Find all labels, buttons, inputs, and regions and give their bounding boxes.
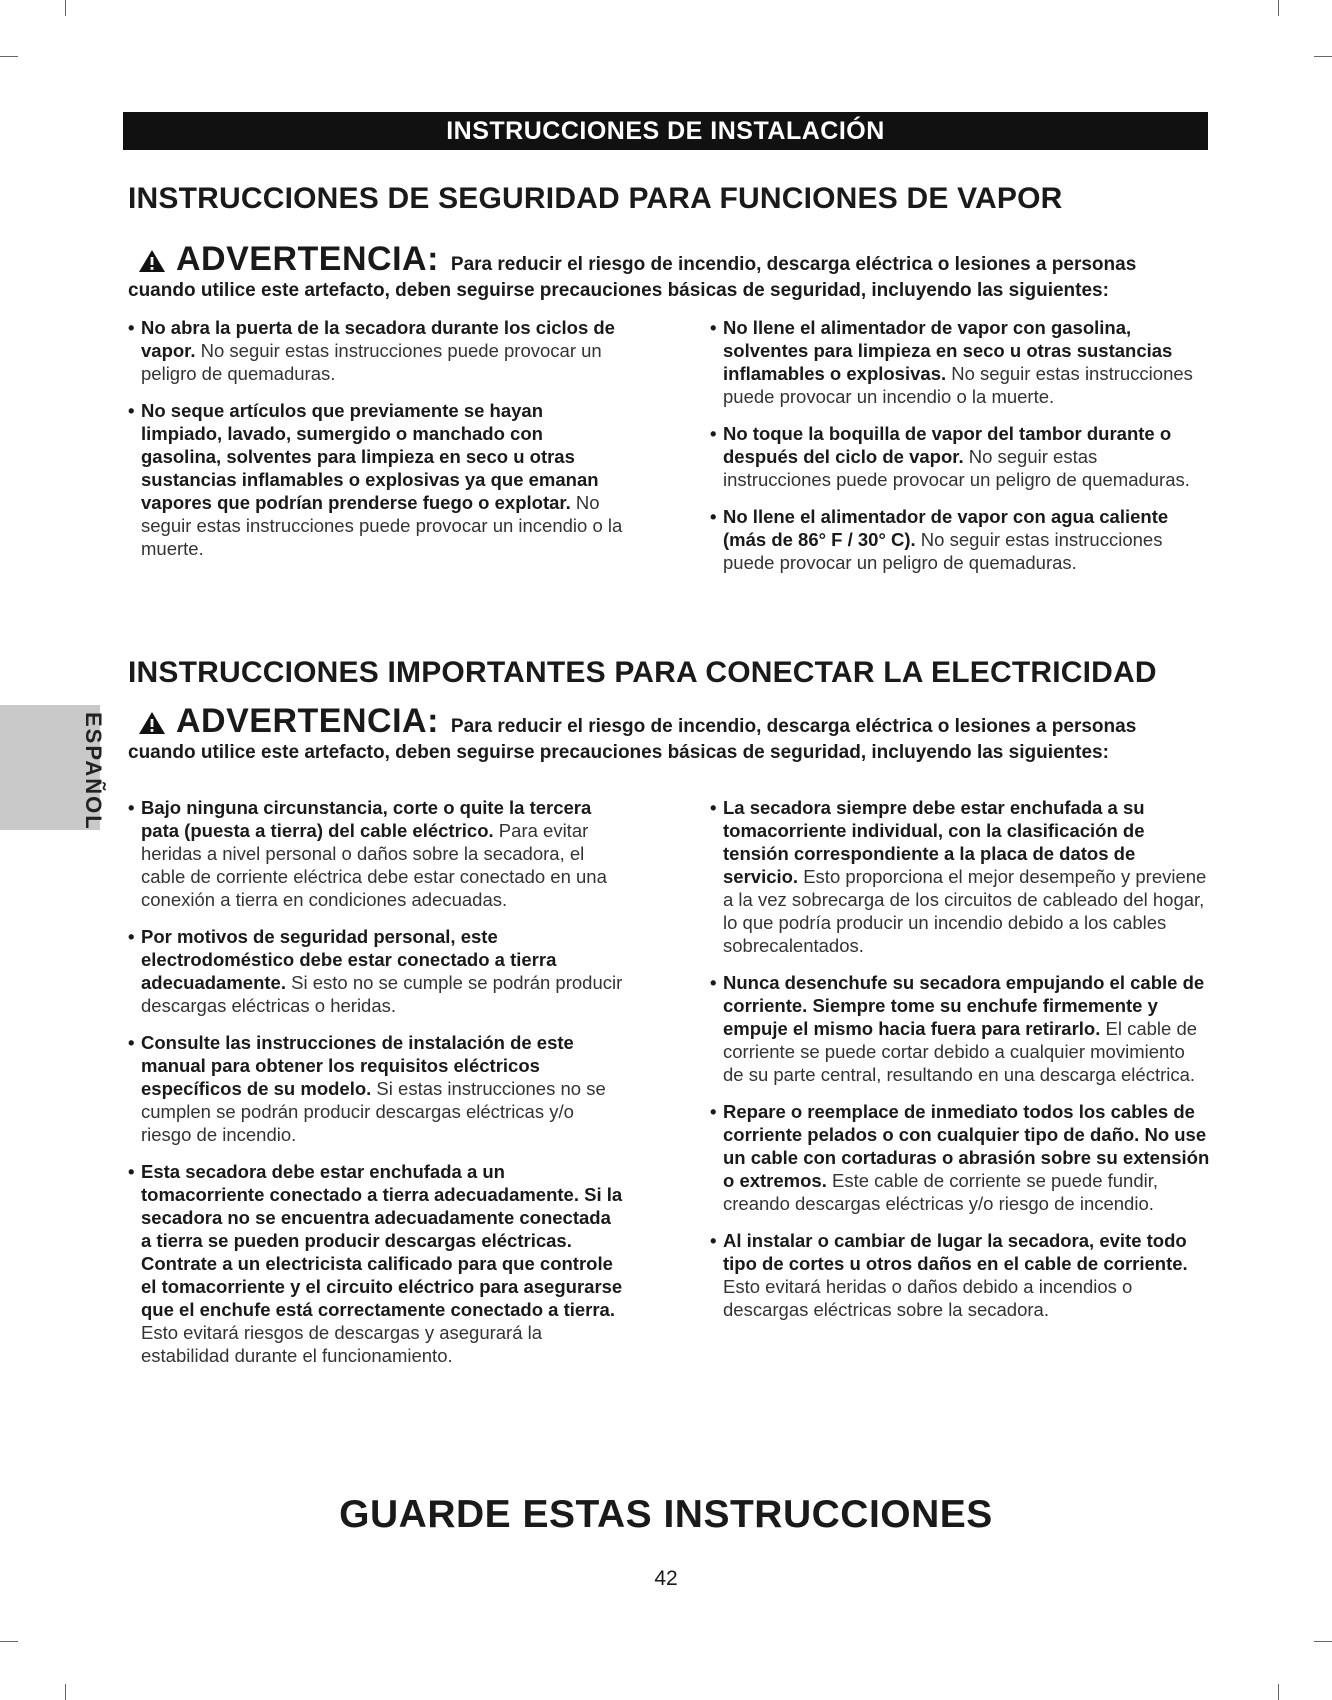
warning-triangle-icon [138, 711, 166, 735]
crop-mark [0, 1641, 18, 1642]
list-item: • No abra la puerta de la secadora durante los ciclos de vapor. No seguir estas instrucciones puede provocar un peligro de quemaduras. [128, 317, 615, 384]
warning-text-line2: cuando utilice este artefacto, deben seguirse precauciones básicas de seguridad, incluyendo las siguientes: [128, 280, 1109, 301]
crop-mark [0, 56, 18, 57]
list-item: • No llene el alimentador de vapor con agua caliente (más de 86° F / 30° C). No seguir estas instrucciones puede provocar un peligro de quemaduras. [710, 506, 1169, 573]
section-title-electrical: INSTRUCCIONES IMPORTANTES PARA CONECTAR LA ELECTRICIDAD [128, 656, 1157, 689]
warning-text-line1: Para reducir el riesgo de incendio, descarga eléctrica o lesiones a personas [450, 716, 1137, 737]
electrical-right-column [710, 796, 1210, 1321]
crop-mark [65, 0, 66, 16]
page-number: 42 [654, 1567, 678, 1590]
electrical-left-column [128, 796, 623, 1367]
list-item: • Por motivos de seguridad personal, este electrodoméstico debe estar conectado a tierra adecuadamente. Si esto no se cumple se podrán producir descargas eléctricas o heridas. [128, 926, 623, 1016]
warning-word: ADVERTENCIA: [176, 240, 439, 278]
list-item: • Repare o reemplace de inmediato todos los cables de corriente pelados o con cualquier tipo de daño. No use un cable con cortaduras o abrasión sobre su extensión o extremos. Este cable de corriente se puede fundir, creando descargas eléctricas y/o riesgo de incendio. [710, 1101, 1210, 1214]
section-title-steam-safety: INSTRUCCIONES DE SEGURIDAD PARA FUNCIONES DE VAPOR [128, 182, 1063, 215]
warning-block-steam [128, 240, 1218, 304]
warning-block-electrical [128, 702, 1218, 766]
list-item: • Esta secadora debe estar enchufada a un tomacorriente conectado a tierra adecuadamente. Si la secadora no se encuentra adecuadamente conectada a tierra se pueden producir descargas eléctricas. Contrate a un electricista calificado para que controle el tomacorriente y el circuito eléctrico para asegurarse que el enchufe está correctamente conectado a tierra. Esto evitará riesgos de descargas y asegurará la estabilidad durante el funcionamiento. [128, 1161, 623, 1366]
list-item: • Al instalar o cambiar de lugar la secadora, evite todo tipo de cortes u otros daños en el cable de corriente. Esto evitará heridas o daños debido a incendios o descargas eléctricas sobre la secadora. [710, 1230, 1188, 1320]
crop-mark [1278, 1684, 1279, 1700]
list-item: • Consulte las instrucciones de instalación de este manual para obtener los requisitos eléctricos específicos de su modelo. Si estas instrucciones no se cumplen se podrán producir descargas eléctricas y/o riesgo de incendio. [128, 1032, 606, 1145]
steam-left-column [128, 316, 623, 560]
warning-text-line1: Para reducir el riesgo de incendio, descarga eléctrica o lesiones a personas [450, 254, 1137, 275]
warning-word: ADVERTENCIA: [176, 702, 439, 740]
crop-mark [65, 1684, 66, 1700]
crop-mark [1314, 1641, 1332, 1642]
list-item: • No seque artículos que previamente se hayan limpiado, lavado, sumergido o manchado con gasolina, solventes para limpieza en seco u otras sustancias inflamables o explosivas ya que emanan vapores que podrían prenderse fuego o explotar. No seguir estas instrucciones puede provocar un incendio o la muerte. [128, 400, 623, 559]
steam-right-column [710, 316, 1205, 574]
list-item: • No llene el alimentador de vapor con gasolina, solventes para limpieza en seco u otras sustancias inflamables o explosivas. No seguir estas instrucciones puede provocar un incendio o la muerte. [710, 317, 1193, 407]
crop-mark [1278, 0, 1279, 16]
warning-text-line2: cuando utilice este artefacto, deben seguirse precauciones básicas de seguridad, incluyendo las siguientes: [128, 742, 1109, 763]
crop-mark [1314, 56, 1332, 57]
list-item: • No toque la boquilla de vapor del tambor durante o después del ciclo de vapor. No seguir estas instrucciones puede provocar un peligro de quemaduras. [710, 423, 1190, 490]
section-banner: INSTRUCCIONES DE INSTALACIÓN [123, 112, 1208, 150]
list-item: • Bajo ninguna circunstancia, corte o quite la tercera pata (puesta a tierra) del cable eléctrico. Para evitar heridas a nivel personal o daños sobre la secadora, el cable de corriente eléctrica debe estar conectado en una conexión a tierra en condiciones adecuadas. [128, 797, 607, 910]
language-tab-label: ESPAÑOL [81, 712, 106, 831]
list-item: • Nunca desenchufe su secadora empujando el cable de corriente. Siempre tome su enchufe firmemente y empuje el mismo hacia fuera para retirarlo. El cable de corriente se puede cortar debido a cualquier movimiento de su parte central, resultando en una descarga eléctrica. [710, 972, 1205, 1085]
list-item: • La secadora siempre debe estar enchufada a su tomacorriente individual, con la clasificación de tensión correspondiente a la placa de datos de servicio. Esto proporciona el mejor desempeño y previene a la vez sobrecarga de los circuitos de cableado del hogar, lo que podría producir un incendio debido a los cables sobrecalentados. [710, 797, 1207, 956]
warning-triangle-icon [138, 249, 166, 273]
footer-title: GUARDE ESTAS INSTRUCCIONES [339, 1493, 993, 1536]
